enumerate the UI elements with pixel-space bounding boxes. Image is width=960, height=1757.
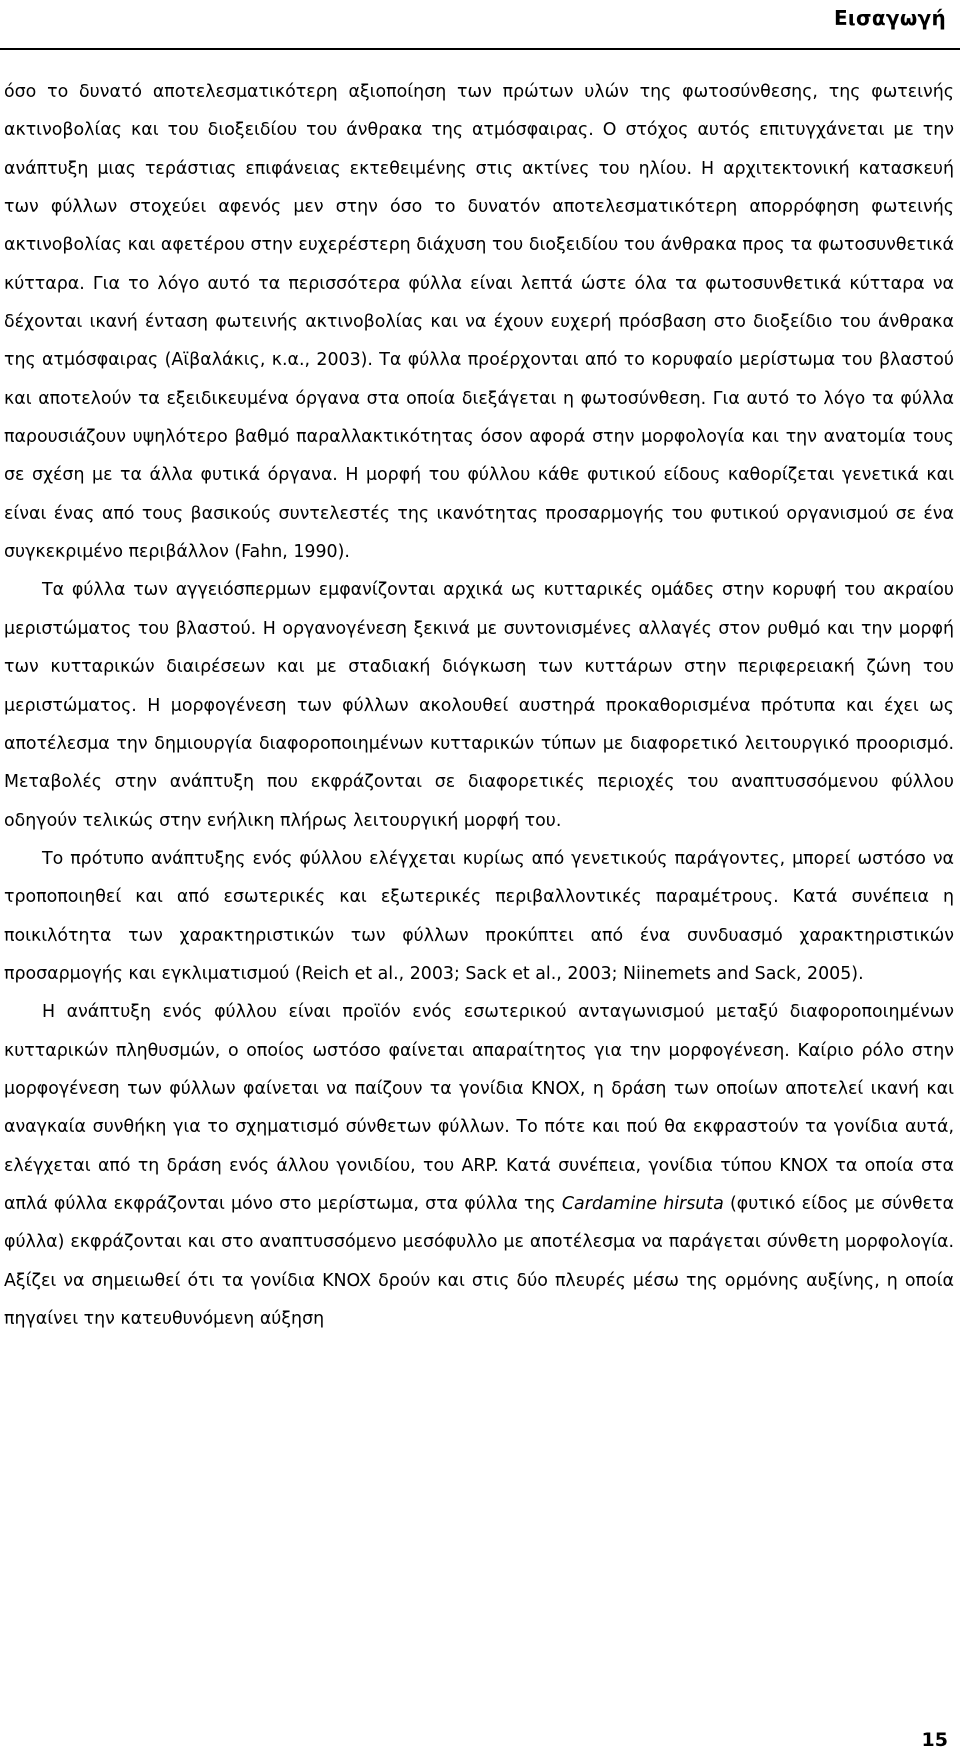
running-header: Εισαγωγή: [833, 6, 946, 30]
species-name: Cardamine hirsuta: [561, 1193, 724, 1214]
paragraph-4-text-start: Η ανάπτυξη ενός φύλλου είναι προϊόν ενός εσωτερικού ανταγωνισμού μεταξύ διαφοροποιημένων κυτταρικών πληθυσμών, ο οποίος ωστόσο φαίνεται απαραίτητος για την μορφογένεση. Καίριο ρόλο στην μορφογένεση των φύλλων φαίνεται να παίζουν τα γονίδια KNOX, η δράση των οποίων αποτελεί ικανή και αναγκαία συνθήκη για το σχηματισμό σύνθετων φύλλων. Το πότε και πού θα εκφραστούν τα γονίδια αυτά, ελέγχεται από τη δράση ενός άλλου γονιδίου, του ARP. Κατά συνέπεια, γονίδια τύπου KNOX τα οποία στα απλά φύλλα εκφράζονται μόνο στο μερίστωμα, στα φύλλα της: [4, 1002, 954, 1214]
body-text: [4, 73, 954, 1338]
paragraph-4-text-end: (φυτικό είδος με σύνθετα φύλλα) εκφράζονται και στο αναπτυσσόμενο μεσόφυλλο με αποτέλεσμα να παράγεται σύνθετη μορφολογία. Αξίζει να σημειωθεί ότι τα γονίδια KNOX δρούν και στις δύο πλευρές μέσω της ορμόνης αυξίνης, η οποία πηγαίνει την κατευθυνόμενη αύξηση: [4, 1193, 954, 1329]
page-number: 15: [921, 1729, 948, 1751]
paragraph-1: όσο το δυνατό αποτελεσματικότερη αξιοποίηση των πρώτων υλών της φωτοσύνθεσης, της φωτεινής ακτινοβολίας και του διοξειδίου του άνθρακα της ατμόσφαιρας. Ο στόχος αυτός επιτυγχάνεται με την ανάπτυξη μιας τεράστιας επιφάνειας εκτεθειμένης στις ακτίνες του ηλίου. Η αρχιτεκτονική κατασκευή των φύλλων στοχεύει αφενός μεν στην όσο το δυνατόν αποτελεσματικότερη απορρόφηση φωτεινής ακτινοβολίας και αφετέρου στην ευχερέστερη διάχυση του διοξειδίου του άνθρακα προς τα φωτοσυνθετικά κύτταρα. Για το λόγο αυτό τα περισσότερα φύλλα είναι λεπτά ώστε όλα τα φωτοσυνθετικά κύτταρα να δέχονται ικανή ένταση φωτεινής ακτινοβολίας και να έχουν ευχερή πρόσβαση στο διοξείδιο του άνθρακα της ατμόσφαιρας (Αϊβαλάκις, κ.α., 2003). Τα φύλλα προέρχονται από το κορυφαίο μερίστωμα του βλαστού και αποτελούν τα εξειδικευμένα όργανα στα οποία διεξάγεται η φωτοσύνθεση. Για αυτό το λόγο τα φύλλα παρουσιάζουν υψηλότερο βαθμό παραλλακτικότητας όσον αφορά στην μορφολογία και την ανατομία τους σε σχέση με τα άλλα φυτικά όργανα. Η μορφή του φύλλου κάθε φυτικού είδους καθορίζεται γενετικά και είναι ένας από τους βασικούς συντελεστές της ικανότητας προσαρμογής του φυτικού οργανισμού σε ένα συγκεκριμένο περιβάλλον (Fahn, 1990).: [4, 82, 954, 563]
paragraph-4: [4, 993, 954, 1338]
paragraph-3: Το πρότυπο ανάπτυξης ενός φύλλου ελέγχεται κυρίως από γενετικούς παράγοντες, μπορεί ωστόσο να τροποποιηθεί και από εσωτερικές και εξωτερικές περιβαλλοντικές παραμέτρους. Κατά συνέπεια η ποικιλότητα των χαρακτηριστικών των φύλλων προκύπτει από ένα συνδυασμό χαρακτηριστικών προσαρμογής και εγκλιματισμού (Reich et al., 2003; Sack et al., 2003; Niinemets and Sack, 2005).: [4, 848, 954, 984]
header-rule: [0, 48, 960, 50]
paragraph-2: Τα φύλλα των αγγειόσπερμων εμφανίζονται αρχικά ως κυτταρικές ομάδες στην κορυφή του ακραίου μεριστώματος του βλαστού. Η οργανογένεση ξεκινά με συντονισμένες αλλαγές στον ρυθμό και την μορφή των κυτταρικών διαιρέσεων και με σταδιακή διόγκωση των κυττάρων στην περιφερειακή ζώνη του μεριστώματος. Η μορφογένεση των φύλλων ακολουθεί αυστηρά προκαθορισμένα πρότυπα και έχει ως αποτέλεσμα την δημιουργία διαφοροποιημένων κυτταρικών τύπων με διαφορετικό λειτουργικό προορισμό. Μεταβολές στην ανάπτυξη που εκφράζονται σε διαφορετικές περιοχές του αναπτυσσόμενου φύλλου οδηγούν τελικώς στην ενήλικη πλήρως λειτουργική μορφή του.: [4, 580, 954, 831]
